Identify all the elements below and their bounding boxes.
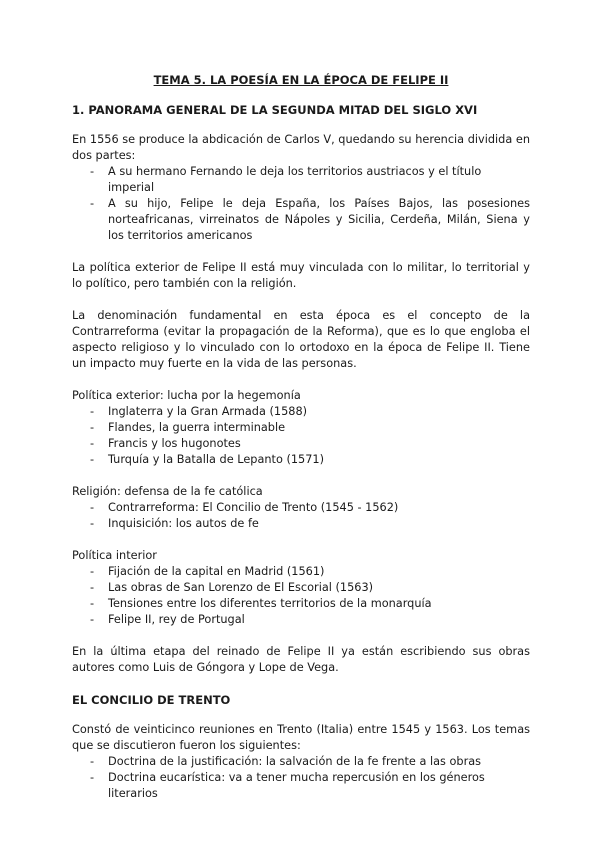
politica-paragraph: La política exterior de Felipe II está muy vinculada con lo militar, lo territorial y lo político, pero también con la religión. bbox=[72, 261, 530, 290]
interior-label: Política interior bbox=[72, 549, 157, 562]
religion-label: Religión: defensa de la fe católica bbox=[72, 485, 263, 498]
list-item: - Contrarreforma: El Concilio de Trento (1545 - 1562) bbox=[72, 500, 530, 516]
trento-paragraph: Constó de veinticinco reuniones en Trento (Italia) entre 1545 y 1563. Los temas que se discutieron fueron los siguientes: bbox=[72, 723, 530, 752]
document-title: TEMA 5. LA POESÍA EN LA ÉPOCA DE FELIPE II bbox=[153, 73, 449, 87]
contrarreforma-paragraph: La denominación fundamental en esta época es el concepto de la Contrarreforma (evitar la propagación de la Reforma), que es lo que engloba el aspecto religioso y lo vinculado con lo ortodoxo en la época de Felipe II. Tiene un impacto muy fuerte en la vida de las personas. bbox=[72, 309, 530, 370]
list-item: - Turquía y la Batalla de Lepanto (1571) bbox=[72, 452, 530, 468]
religion-list bbox=[72, 500, 530, 532]
interior-list bbox=[72, 564, 530, 628]
exterior-list bbox=[72, 404, 530, 468]
list-item: - Doctrina de la justificación: la salvación de la fe frente a las obras bbox=[72, 754, 530, 770]
trento-list bbox=[72, 754, 530, 802]
section1-heading: 1. PANORAMA GENERAL DE LA SEGUNDA MITAD DEL SIGLO XVI bbox=[72, 103, 478, 117]
inheritance-list bbox=[72, 164, 530, 244]
list-item: - Inglaterra y la Gran Armada (1588) bbox=[72, 404, 530, 420]
list-item: - Fijación de la capital en Madrid (1561) bbox=[72, 564, 530, 580]
list-item: - A su hijo, Felipe le deja España, los Países Bajos, las posesiones norteafricanas, virreinatos de Nápoles y Sicilia, Cerdeña, Milán, Siena y los territorios americanos bbox=[72, 196, 530, 244]
autores-paragraph: En la última etapa del reinado de Felipe II ya están escribiendo sus obras autores como Luis de Góngora y Lope de Vega. bbox=[72, 645, 530, 674]
section2-heading: EL CONCILIO DE TRENTO bbox=[72, 693, 231, 707]
list-item: - Inquisición: los autos de fe bbox=[72, 516, 530, 532]
list-item: - Flandes, la guerra interminable bbox=[72, 420, 530, 436]
list-item: - Las obras de San Lorenzo de El Escorial (1563) bbox=[72, 580, 530, 596]
exterior-label: Política exterior: lucha por la hegemonía bbox=[72, 389, 301, 402]
list-item: - Tensiones entre los diferentes territorios de la monarquía bbox=[72, 596, 530, 612]
list-item: - Francis y los hugonotes bbox=[72, 436, 530, 452]
list-item: - A su hermano Fernando le deja los territorios austriacos y el título imperial bbox=[72, 164, 530, 196]
list-item: - Doctrina eucarística: va a tener mucha repercusión en los géneros literarios bbox=[72, 770, 530, 802]
list-item: - Felipe II, rey de Portugal bbox=[72, 612, 530, 628]
document-page bbox=[72, 72, 530, 802]
intro-paragraph: En 1556 se produce la abdicación de Carlos V, quedando su herencia dividida en dos partes: bbox=[72, 133, 530, 162]
